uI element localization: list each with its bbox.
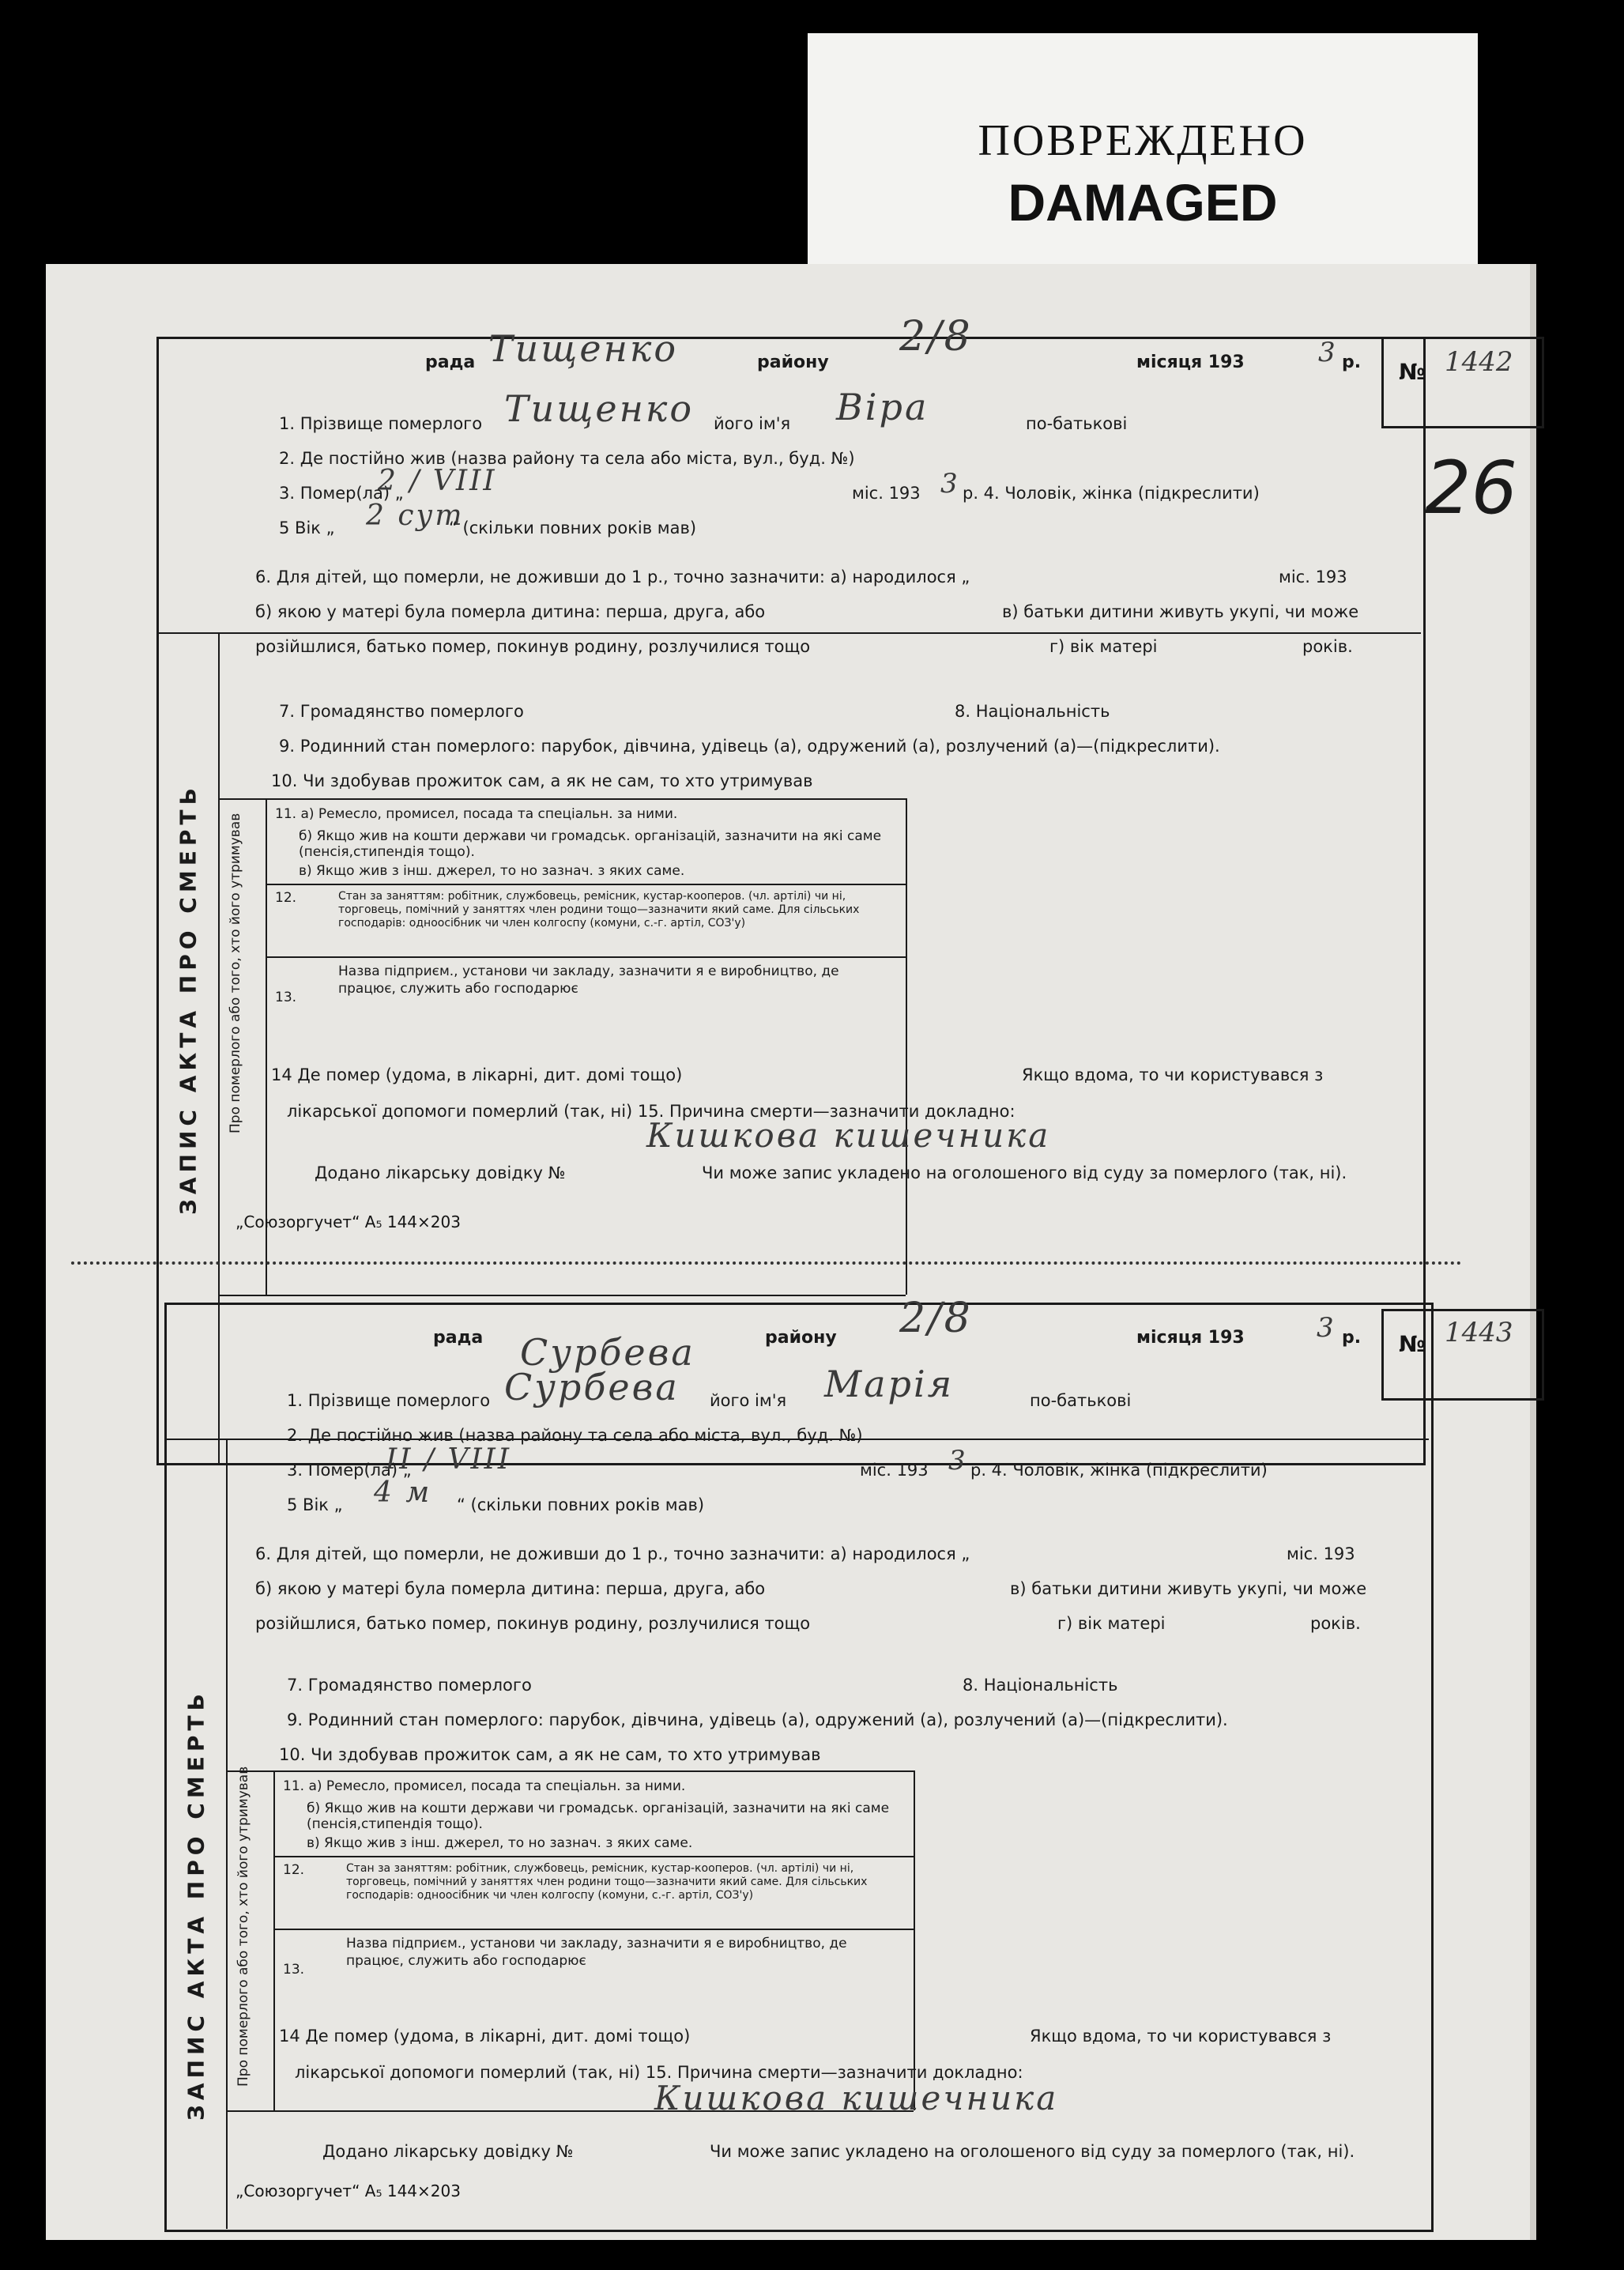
table-row-div-1 — [266, 884, 906, 885]
line13: Назва підприєм., установи чи закладу, зазначити я е виробництво, де працює, служить або господарює — [346, 1936, 847, 1969]
line2-label: 2. Де постійно жив (назва району та села або міста, вул., буд. №) — [279, 449, 855, 468]
death-year: 3 — [940, 468, 960, 500]
line16a: Додано лікарську довідку № — [322, 2142, 574, 2161]
header-rada-handwritten: Тищенко — [488, 327, 679, 370]
line6b: б) якою у матері була померла дитина: перша, друга, або — [255, 602, 766, 621]
deceased-name: Віра — [836, 386, 929, 428]
line12: Стан за заняттям: робітник, службовець, ремісник, кустар-кооперов. (чл. артілі) чи ні, торговець, помічний у заняттях член родини тощо—зазначити який саме. Для сільських господарів: одноосібник чи член колгоспу (комуни, с.-г. артіл, СОЗ'у) — [346, 1862, 868, 1902]
line15: лікарської допомоги померлий (так, ні) 15. Причина смерти—зазначити докладно: — [295, 2063, 1023, 2082]
line3-sex: р. 4. Чоловік, жінка (підкреслити) — [970, 1461, 1268, 1480]
line1-name-label: його ім'я — [710, 1391, 787, 1410]
line11a: 11. а) Ремесло, промисел, посада та спеціальн. за ними. — [275, 806, 678, 822]
line6a-month: міс. 193 — [1287, 1544, 1355, 1563]
line9: 9. Родинний стан померлого: парубок, дівчина, удівець (а), одружений (а), розлучений (а)—(підкреслити). — [287, 1710, 1228, 1729]
line14: 14 Де помер (удома, в лікарні, дит. домі тощо) — [279, 2027, 691, 2046]
table-bottom — [218, 1295, 906, 1296]
header-divider — [156, 632, 1421, 634]
line3-month: міс. 193 — [852, 484, 921, 503]
table-vert-label: Про померлого або того, хто його утримував — [235, 1766, 251, 2087]
line5-label: 5 Вік „ — [287, 1495, 343, 1514]
header-month-handwritten: 2/8 — [899, 1295, 973, 1342]
header-month-handwritten: 2/8 — [899, 313, 973, 360]
line11b: б) Якщо жив на кошти держави чи громадськ. організацій, зазначити на які саме (пенсія,стипендія тощо). — [299, 828, 882, 860]
deceased-surname: Тищенко — [504, 387, 695, 430]
form-side-label: ЗАПИС АКТА ПРО СМЕРТЬ — [183, 1689, 209, 2121]
line5-tail: “ (скільки повних років мав) — [449, 518, 697, 537]
line8: 8. Національність — [963, 1676, 1118, 1695]
header-misyatsya: місяця 193 — [1136, 353, 1245, 372]
damaged-label-card — [808, 33, 1478, 264]
form-side-label: ЗАПИС АКТА ПРО СМЕРТЬ — [175, 783, 202, 1215]
line6c: розійшлися, батько помер, покинув родину, розлучилися тощо — [255, 1614, 811, 1633]
line5-label: 5 Вік „ — [279, 518, 335, 537]
header-year-handwritten: 3 — [1317, 1312, 1336, 1344]
table-vdiv-2 — [914, 1770, 915, 2110]
record-number: 1443 — [1445, 1317, 1513, 1348]
line12: Стан за заняттям: робітник, службовець, ремісник, кустар-кооперов. (чл. артілі) чи ні, торговець, помічний у заняттях член родини тощо—зазначити який саме. Для сільських господарів: одноосібник чи член колгоспу (комуни, с.-г. артіл, СОЗ'у) — [338, 890, 860, 929]
table-top — [226, 1770, 914, 1772]
age: 4 м — [374, 1476, 432, 1509]
line7: 7. Громадянство померлого — [279, 702, 524, 721]
table-top — [218, 798, 906, 800]
line3-sex: р. 4. Чоловік, жінка (підкреслити) — [963, 484, 1260, 503]
deceased-surname: Сурбева — [504, 1366, 680, 1408]
line6a-month: міс. 193 — [1279, 568, 1347, 586]
line13-num: 13. — [283, 1962, 305, 1978]
header-rayonu: району — [757, 353, 829, 372]
death-date: 2 / VIII — [378, 465, 497, 497]
line6b2: в) батьки дитини живуть укупі, чи може — [1010, 1579, 1367, 1598]
line7: 7. Громадянство померлого — [287, 1676, 532, 1695]
line6b2: в) батьки дитини живуть укупі, чи може — [1002, 602, 1359, 621]
line11c: в) Якщо жив з інш. джерел, то но зазнач. з яких саме. — [307, 1835, 693, 1851]
line6a: 6. Для дітей, що померли, не доживши до 1 р., точно зазначити: а) народилося „ — [255, 568, 970, 586]
line6b: б) якою у матері була померла дитина: перша, друга, або — [255, 1579, 766, 1598]
line11a: 11. а) Ремесло, промисел, посада та спеціальн. за ними. — [283, 1778, 686, 1794]
death-date: II / VIII — [386, 1443, 512, 1476]
line14b: Якщо вдома, то чи користувався з — [1030, 2027, 1332, 2046]
line14b: Якщо вдома, то чи користувався з — [1022, 1065, 1324, 1084]
header-r: р. — [1342, 1328, 1362, 1348]
deceased-name: Марія — [824, 1363, 955, 1405]
line15: лікарської допомоги померлий (так, ні) 15. Причина смерти—зазначити докладно: — [287, 1102, 1015, 1121]
line6c3: років. — [1310, 1614, 1361, 1633]
line3-label: 3. Помер(ла) „ — [287, 1461, 412, 1480]
line13-num: 13. — [275, 990, 297, 1005]
table-vdiv-1 — [273, 1770, 275, 2110]
record-number: 1442 — [1445, 346, 1513, 378]
page-number: 26 — [1425, 446, 1518, 530]
line16b: Чи може запис укладено на оголошеного від суду за померлого (так, ні). — [710, 2142, 1355, 2161]
line14: 14 Де помер (удома, в лікарні, дит. домі тощо) — [271, 1065, 683, 1084]
line6c3: років. — [1302, 637, 1353, 656]
death-year: 3 — [948, 1445, 968, 1476]
line2-label: 2. Де постійно жив (назва району та села або міста, вул., буд. №) — [287, 1426, 863, 1445]
line6c2: г) вік матері — [1049, 637, 1158, 656]
line1-label: 1. Прізвище померлого — [287, 1391, 491, 1410]
line1-name-label: його ім'я — [714, 414, 791, 433]
cut-line — [71, 1261, 1462, 1265]
record-number-label: № — [1399, 359, 1426, 385]
table-row-div-2 — [266, 956, 906, 958]
line9: 9. Родинний стан померлого: парубок, дівчина, удівець (а), одружений (а), розлучений (а)—(підкреслити). — [279, 737, 1220, 756]
table-row-div-1 — [273, 1856, 914, 1857]
record-number-label: № — [1399, 1331, 1426, 1357]
line5-tail: “ (скільки повних років мав) — [457, 1495, 705, 1514]
death-cause: Кишкова кишечника — [654, 2079, 1059, 2117]
line1-patronymic-label: по-батькові — [1030, 1391, 1132, 1410]
header-misyatsya: місяця 193 — [1136, 1328, 1245, 1348]
line13: Назва підприєм., установи чи закладу, зазначити я е виробництво, де працює, служить або господарює — [338, 963, 839, 997]
age: 2 сут — [366, 500, 465, 532]
table-vert-label: Про померлого або того, хто його утримував — [228, 813, 243, 1133]
line10: 10. Чи здобував прожиток сам, а як не сам, то хто утримував — [271, 771, 813, 790]
line1-patronymic-label: по-батькові — [1026, 414, 1128, 433]
line11c: в) Якщо жив з інш. джерел, то но зазнач. з яких саме. — [299, 863, 685, 879]
line16b: Чи може запис укладено на оголошеного від суду за померлого (так, ні). — [702, 1163, 1347, 1182]
damaged-label-en: DAMAGED — [1008, 173, 1278, 232]
line3-month: міс. 193 — [860, 1461, 929, 1480]
header-r: р. — [1342, 353, 1362, 372]
line3-label: 3. Помер(ла) „ — [279, 484, 404, 503]
header-year-handwritten: 3 — [1318, 337, 1338, 368]
line12-num: 12. — [275, 890, 297, 906]
line16a: Додано лікарську довідку № — [315, 1163, 566, 1182]
death-cause: Кишкова кишечника — [646, 1116, 1051, 1155]
line12-num: 12. — [283, 1862, 305, 1878]
table-row-div-2 — [273, 1929, 914, 1930]
form-footer: „Союзоргучет“ А₅ 144×203 — [235, 1212, 461, 1231]
line6c: розійшлися, батько помер, покинув родину, розлучилися тощо — [255, 637, 811, 656]
line6a: 6. Для дітей, що померли, не доживши до 1 р., точно зазначити: а) народилося „ — [255, 1544, 970, 1563]
line6c2: г) вік матері — [1057, 1614, 1166, 1633]
line8: 8. Національність — [955, 702, 1110, 721]
line1-label: 1. Прізвище померлого — [279, 414, 483, 433]
damaged-label-ru: ПОВРЕЖДЕНО — [978, 116, 1308, 165]
line10: 10. Чи здобував прожиток сам, а як не сам, то хто утримував — [279, 1745, 821, 1764]
header-rada-handwritten: Сурбева — [520, 1331, 695, 1374]
line11b: б) Якщо жив на кошти держави чи громадськ. організацій, зазначити на які саме (пенсія,стипендія тощо). — [307, 1801, 890, 1832]
table-vdiv-2 — [906, 798, 907, 1295]
header-rayonu: району — [765, 1328, 837, 1348]
header-rada: рада — [425, 353, 476, 372]
header-rada: рада — [433, 1328, 484, 1348]
form-footer: „Союзоргучет“ А₅ 144×203 — [235, 2181, 461, 2200]
